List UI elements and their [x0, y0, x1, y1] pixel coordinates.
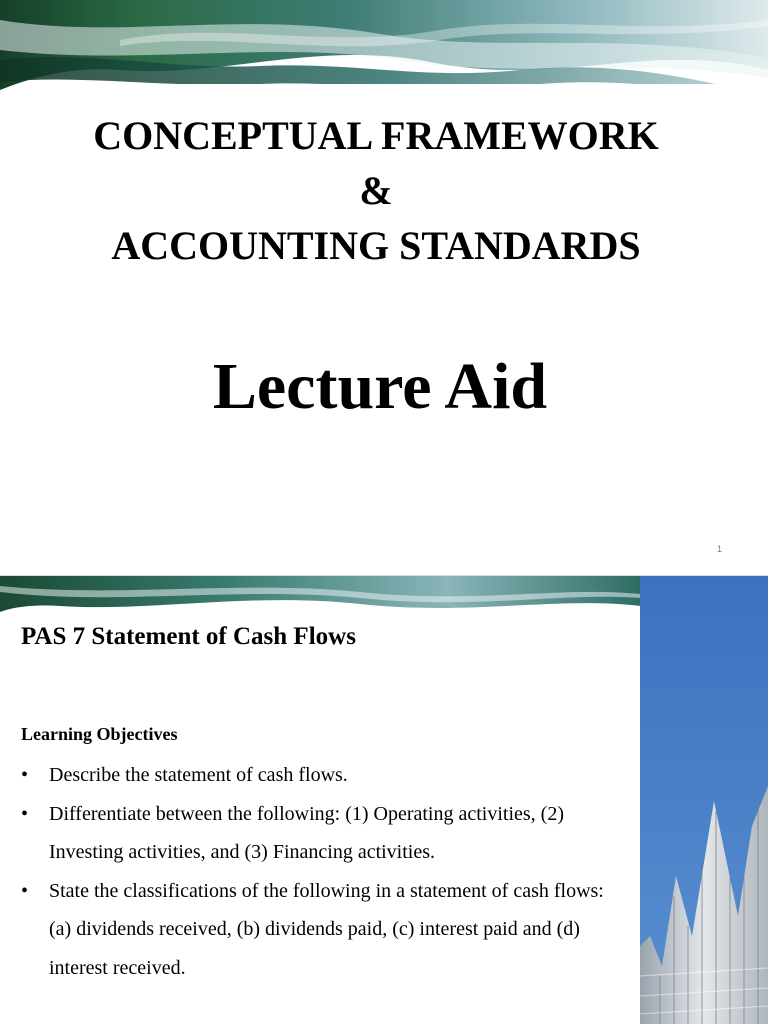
- title-line-3: ACCOUNTING STANDARDS: [111, 223, 641, 268]
- building-image: [640, 576, 768, 1024]
- objective-text: Differentiate between the following: (1) Operating activities, (2) Investing activities, and (3) Financing activities.: [49, 802, 564, 863]
- presentation-subtitle: Lecture Aid: [212, 350, 548, 423]
- slide-title: PAS 7 Statement of Cash Flows: [21, 623, 356, 650]
- objective-text: Describe the statement of cash flows.: [49, 764, 348, 786]
- slide-number: 1: [716, 544, 722, 554]
- bullet-icon: •: [21, 879, 29, 902]
- title-line-2: &: [359, 168, 393, 213]
- title-line-1: CONCEPTUAL FRAMEWORK: [93, 113, 659, 158]
- objective-text: State the classifications of the following in a statement of cash flows: (a) dividends received, (b) dividends paid, (c) interest paid and (d) interest received.: [49, 879, 604, 979]
- list-item: [21, 872, 621, 988]
- presentation-title: [0, 108, 752, 273]
- list-item: [21, 795, 621, 872]
- section-heading: Learning Objectives: [21, 724, 178, 744]
- list-item: [21, 756, 621, 795]
- bullet-icon: •: [21, 802, 29, 825]
- objectives-list: [21, 756, 621, 987]
- learning-objectives-slide: [0, 576, 768, 1024]
- bullet-icon: •: [21, 764, 29, 786]
